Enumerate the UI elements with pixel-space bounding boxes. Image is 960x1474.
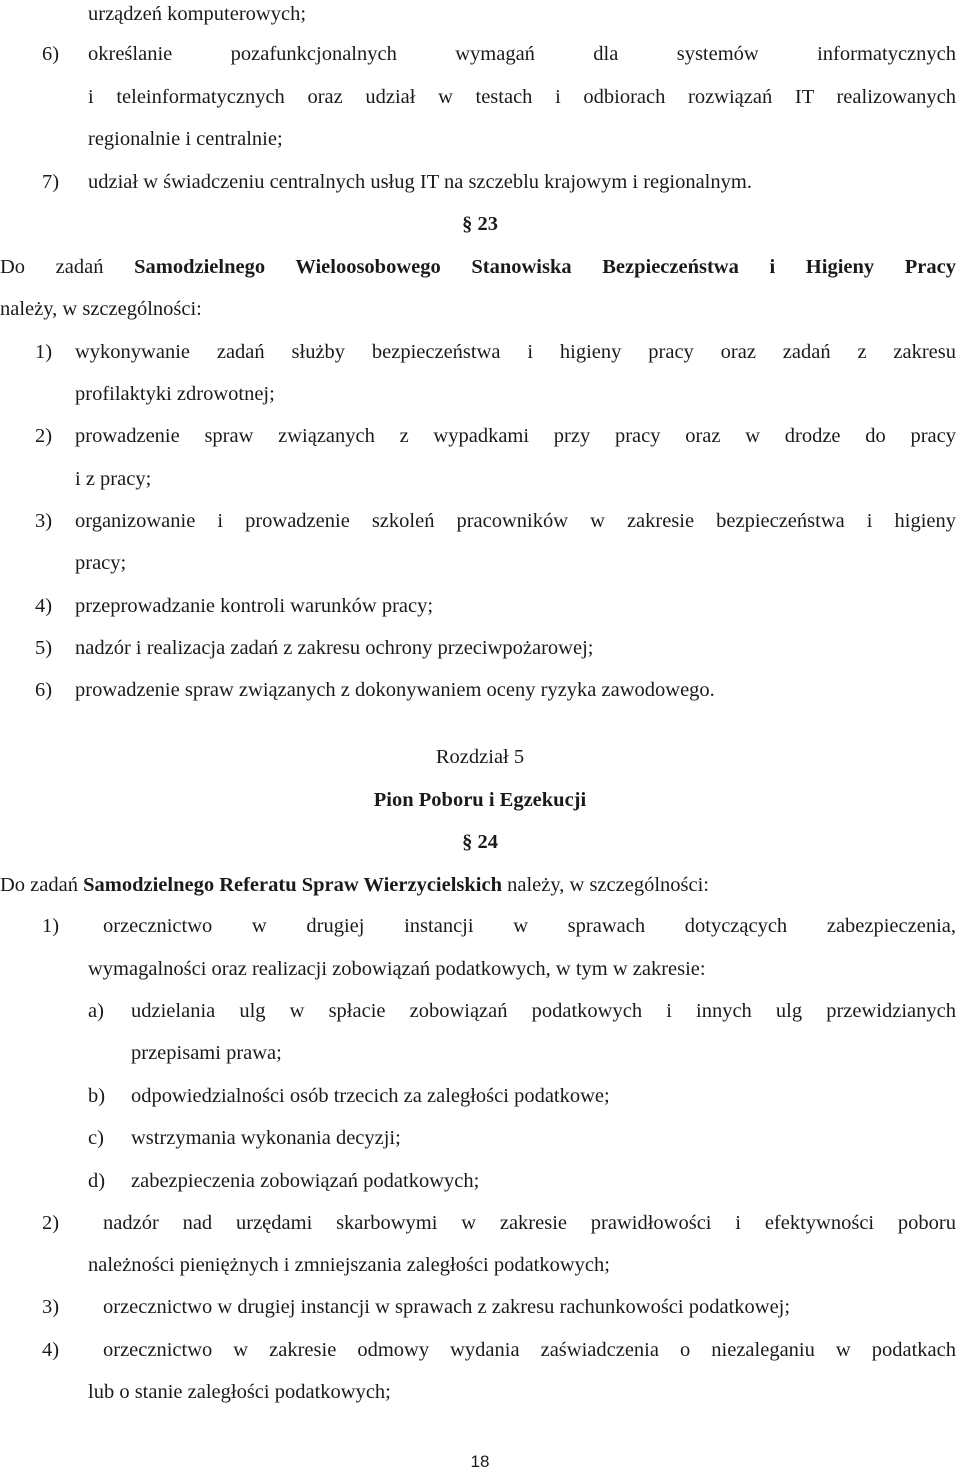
list-letter: b) bbox=[88, 1085, 106, 1107]
section-heading: § 23 bbox=[462, 213, 498, 235]
text-line: i teleinformatycznych oraz udział w testach i odbiorach rozwiązań IT realizowanych bbox=[88, 86, 956, 108]
unit-name: Samodzielnego Referatu Spraw Wierzycielskich bbox=[83, 874, 502, 896]
text-line: i z pracy; bbox=[75, 468, 152, 490]
lead-prefix: Do zadań bbox=[0, 874, 78, 896]
section-lead bbox=[0, 873, 709, 897]
text-line: urządzeń komputerowych; bbox=[88, 3, 307, 25]
text-line: wymagalności oraz realizacji zobowiązań podatkowych, w tym w zakresie: bbox=[88, 958, 706, 980]
list-number: 6) bbox=[42, 43, 60, 65]
text-line: wykonywanie zadań służby bezpieczeństwa i higieny pracy oraz zadań z zakresu bbox=[75, 341, 956, 363]
list-number: 2) bbox=[42, 1212, 60, 1234]
list-number: 3) bbox=[42, 1296, 60, 1318]
text-line: prowadzenie spraw związanych z wypadkami przy pracy oraz w drodze do pracy bbox=[75, 425, 956, 447]
page-number: 18 bbox=[470, 1452, 490, 1471]
text-line: udział w świadczeniu centralnych usług IT na szczeblu krajowym i regionalnym. bbox=[88, 171, 752, 193]
text-line: orzecznictwo w drugiej instancji w sprawach dotyczących zabezpieczenia, bbox=[103, 915, 956, 937]
text-line: nadzór nad urzędami skarbowymi w zakresie prawidłowości i efektywności poboru bbox=[103, 1212, 956, 1234]
chapter-title: Pion Poboru i Egzekucji bbox=[373, 789, 587, 811]
chapter-label: Rozdział 5 bbox=[435, 746, 525, 768]
list-number: 1) bbox=[42, 915, 60, 937]
list-letter: a) bbox=[88, 1000, 104, 1022]
text-line: lub o stanie zaległości podatkowych; bbox=[88, 1381, 391, 1403]
list-number: 6) bbox=[35, 679, 53, 701]
text-line: prowadzenie spraw związanych z dokonywaniem oceny ryzyka zawodowego. bbox=[75, 679, 715, 701]
list-number: 1) bbox=[35, 341, 53, 363]
section-heading: § 24 bbox=[462, 831, 498, 853]
text-line: udzielania ulg w spłacie zobowiązań podatkowych i innych ulg przewidzianych bbox=[131, 1000, 956, 1022]
text-line: odpowiedzialności osób trzecich za zaległości podatkowe; bbox=[131, 1085, 610, 1107]
text-line: orzecznictwo w zakresie odmowy wydania zaświadczenia o niezaleganiu w podatkach bbox=[103, 1339, 956, 1361]
list-number: 2) bbox=[35, 425, 53, 447]
list-letter: d) bbox=[88, 1170, 106, 1192]
text-line: określanie pozafunkcjonalnych wymagań dla systemów informatycznych bbox=[88, 43, 956, 65]
lead-prefix: Do zadań bbox=[0, 256, 104, 278]
list-number: 7) bbox=[42, 171, 60, 193]
list-number: 5) bbox=[35, 637, 53, 659]
unit-name: Samodzielnego Wieloosobowego Stanowiska Bezpieczeństwa i Higieny Pracy bbox=[134, 256, 956, 278]
text-line: profilaktyki zdrowotnej; bbox=[75, 383, 275, 405]
text-line: przeprowadzanie kontroli warunków pracy; bbox=[75, 595, 434, 617]
text-line: nadzór i realizacja zadań z zakresu ochrony przeciwpożarowej; bbox=[75, 637, 594, 659]
section-lead bbox=[0, 255, 956, 279]
lead-suffix: należy, w szczególności: bbox=[507, 874, 709, 896]
list-number: 4) bbox=[35, 595, 53, 617]
list-number: 4) bbox=[42, 1339, 60, 1361]
list-letter: c) bbox=[88, 1127, 104, 1149]
text-line: przepisami prawa; bbox=[131, 1042, 282, 1064]
text-line: orzecznictwo w drugiej instancji w sprawach z zakresu rachunkowości podatkowej; bbox=[103, 1296, 791, 1318]
text-line: wstrzymania wykonania decyzji; bbox=[131, 1127, 401, 1149]
text-line: należy, w szczególności: bbox=[0, 298, 202, 320]
text-line: należności pieniężnych i zmniejszania zaległości podatkowych; bbox=[88, 1254, 610, 1276]
text-line: organizowanie i prowadzenie szkoleń pracowników w zakresie bezpieczeństwa i higieny bbox=[75, 510, 956, 532]
text-line: zabezpieczenia zobowiązań podatkowych; bbox=[131, 1170, 480, 1192]
list-number: 3) bbox=[35, 510, 53, 532]
text-line: pracy; bbox=[75, 552, 127, 574]
text-line: regionalnie i centralnie; bbox=[88, 128, 283, 150]
